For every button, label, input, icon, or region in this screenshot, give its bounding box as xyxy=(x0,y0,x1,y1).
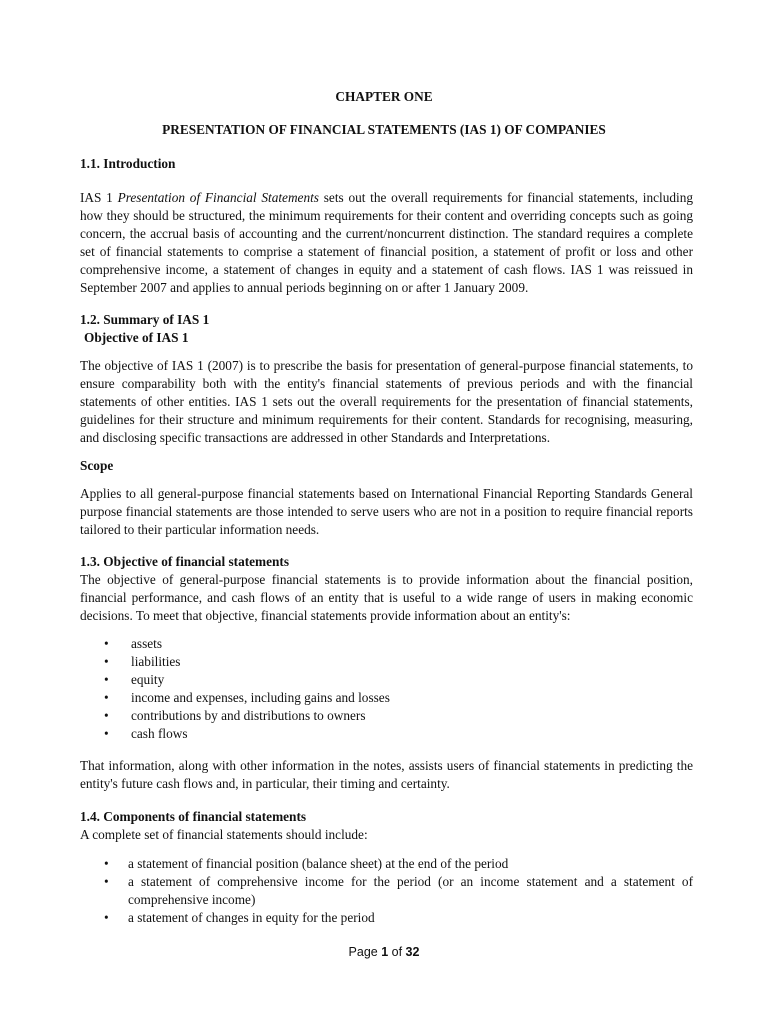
bullet-icon: • xyxy=(104,856,109,871)
list-item: • income and expenses, including gains and losses xyxy=(104,690,390,705)
bullet-icon: • xyxy=(104,654,109,669)
list-item: • a statement of comprehensive income for the period (or an income statement and a statement of comprehensive income) xyxy=(104,874,693,907)
bullet-icon: • xyxy=(104,690,109,705)
list-item: • a statement of changes in equity for the period xyxy=(104,910,375,925)
intro-body: sets out the overall requirements for financial statements, including how they should be structured, the minimum requirements for their content and overriding concepts such as going concern, the accrual basis of accounting and the current/noncurrent distinction. The standard requires a complete set of financial statements to comprise a statement of financial position, a statement of profit or loss and other comprehensive income, a statement of changes in equity and a statement of cash flows. IAS 1 was reissued in September 2007 and applies to annual periods beginning on or after 1 January 2009. xyxy=(80,190,693,295)
page-footer: Page 1 of 32 xyxy=(348,945,420,959)
list-item: • contributions by and distributions to owners xyxy=(104,708,366,723)
list-item: • a statement of financial position (balance sheet) at the end of the period xyxy=(104,856,509,871)
components-intro: A complete set of financial statements should include: xyxy=(80,827,368,842)
bullet-icon: • xyxy=(104,636,109,651)
objective-list xyxy=(80,635,693,743)
summary-paragraph: The objective of IAS 1 (2007) is to prescribe the basis for presentation of general-purpose financial statements, to ensure comparability both with the entity's financial statements of previous periods and with the financial statements of other entities. IAS 1 sets out the overall requirements for the presentation of financial statements, guidelines for their structure and minimum requirements for their content. Standards for recognising, measuring, and disclosing specific transactions are addressed in other Standards and Interpretations. xyxy=(80,358,693,445)
list-item: • liabilities xyxy=(104,654,181,669)
bullet-icon: • xyxy=(104,874,109,889)
bullet-icon: • xyxy=(104,672,109,687)
intro-heading: 1.1. Introduction xyxy=(80,156,176,171)
scope-heading: Scope xyxy=(80,458,114,473)
components-list xyxy=(80,855,693,927)
intro-lead: IAS 1 xyxy=(80,190,118,205)
bullet-icon: • xyxy=(104,708,109,723)
list-item: • assets xyxy=(104,636,163,651)
components-heading: 1.4. Components of financial statements xyxy=(80,809,307,824)
intro-paragraph xyxy=(80,189,693,297)
intro-italic-title: Presentation of Financial Statements xyxy=(117,190,319,205)
document-title: PRESENTATION OF FINANCIAL STATEMENTS (IAS 1) OF COMPANIES xyxy=(162,122,606,137)
summary-heading: 1.2. Summary of IAS 1 xyxy=(80,312,210,327)
list-item: • equity xyxy=(104,672,165,687)
objective-heading: 1.3. Objective of financial statements xyxy=(80,554,290,569)
summary-subheading: Objective of IAS 1 xyxy=(84,330,189,345)
current-page-number: 1 xyxy=(381,945,389,959)
objective-paragraph: The objective of general-purpose financial statements is to provide information about the financial position, financial performance, and cash flows of an entity that is useful to a wide range of users in making economic decisions. To meet that objective, financial statements provide information about an entity's: xyxy=(80,572,693,623)
scope-paragraph: Applies to all general-purpose financial statements based on International Financial Reporting Standards General purpose financial statements are those intended to serve users who are not in a position to require financial reports tailored to their particular information needs. xyxy=(80,486,693,537)
bullet-icon: • xyxy=(104,726,109,741)
total-page-count: 32 xyxy=(405,945,420,959)
list-item: • cash flows xyxy=(104,726,188,741)
objective-after-paragraph: That information, along with other information in the notes, assists users of financial statements in predicting the entity's future cash flows and, in particular, their timing and certainty. xyxy=(80,758,693,791)
chapter-label: CHAPTER ONE xyxy=(335,89,433,104)
bullet-icon: • xyxy=(104,910,109,925)
